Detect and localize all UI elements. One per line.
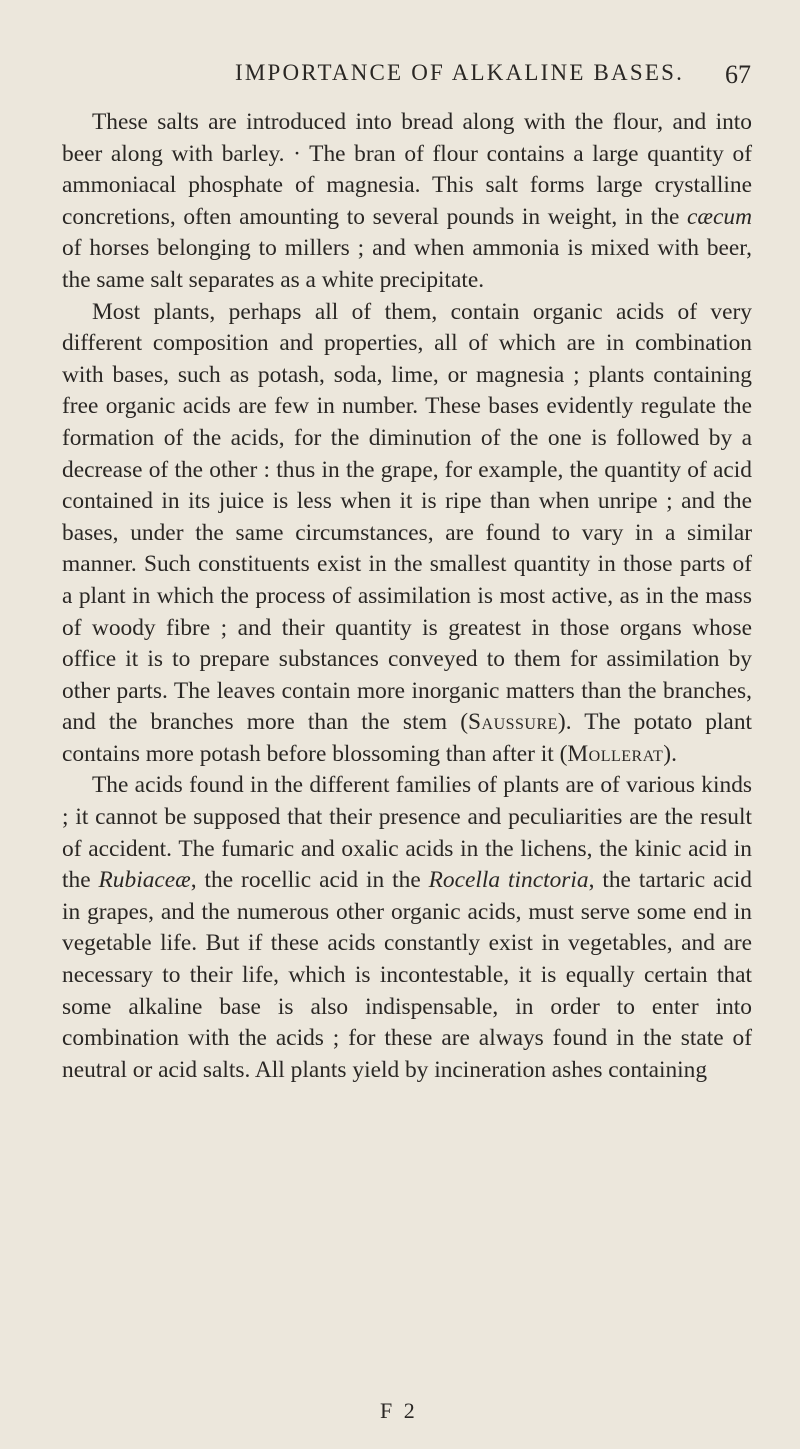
italic-term: Rocella tinctoria	[428, 867, 589, 894]
text-run: ). The potato plant contains more potash before blossoming than after it (	[62, 709, 753, 767]
header-title: IMPORTANCE OF ALKALINE BASES.	[235, 60, 685, 85]
text-run: These salts are introduced into bread along with the flour, and into beer along with barley. · The bran of flour contains a large quantity of ammoniacal phosphate of magnesia. This salt forms large crystalline concretions, often amounting to several pounds in weight, in the	[62, 109, 752, 230]
text-run: of horses belonging to millers ; and when ammonia is mixed with beer, the same salt separates as a white precipitate.	[62, 235, 752, 293]
text-run: Most plants, perhaps all of them, contain organic acids of very different composition and properties, all of which are in combination with bases, such as potash, soda, lime, or magnesia ; plants containing free organic acids are few in number. These bases evidently regulate the formation of the acids, for the diminution of the one is followed by a decrease of the other : thus in the grape, for example, the quantity of acid contained in its juice is less when it is ripe than when unripe ; and the bases, under the same circumstances, are found to vary in a similar manner. Such constituents exist in the smallest quantity in those parts of a plant in which the process of assimilation is most active, as in the mass of woody fibre ; and their quantity is greatest in those organs whose office it is to prepare substances conveyed to them for assimilation by other parts. The leaves contain more inorganic matters than the branches, and the branches more than the stem (	[62, 298, 752, 736]
paragraph	[62, 297, 752, 771]
italic-term: Rubiaceæ	[98, 867, 191, 894]
body-text	[62, 107, 752, 1086]
paragraph	[62, 107, 752, 297]
text-run: ).	[663, 740, 677, 767]
running-header	[0, 60, 800, 96]
cited-author: Mollerat	[567, 740, 664, 767]
text-run: , the tartaric acid in grapes, and the numerous other organic acids, must serve some end in vegetable life. But if these acids constantly exist in vegetables, and are necessary to their life, which is incontestable, it is equally certain that some alkaline base is also indispensable, in order to enter into combination with the acids ; for these are always found in the state of neutral or acid salts. All plants yield by incineration ashes containing	[62, 867, 752, 1083]
cited-author: Saussure	[468, 709, 558, 736]
text-run: , the rocellic acid in the	[190, 867, 429, 894]
paragraph	[62, 770, 752, 1086]
signature-mark: F 2	[380, 1398, 418, 1423]
page-number: 67	[725, 60, 751, 89]
italic-term: cæcum	[687, 203, 752, 230]
text-run: The acids found in the different families of plants are of various kinds ; it cannot be supposed that their presence and peculiarities are the result of accident. The fumaric and oxalic acids in the lichens, the kinic acid in the	[62, 772, 752, 894]
